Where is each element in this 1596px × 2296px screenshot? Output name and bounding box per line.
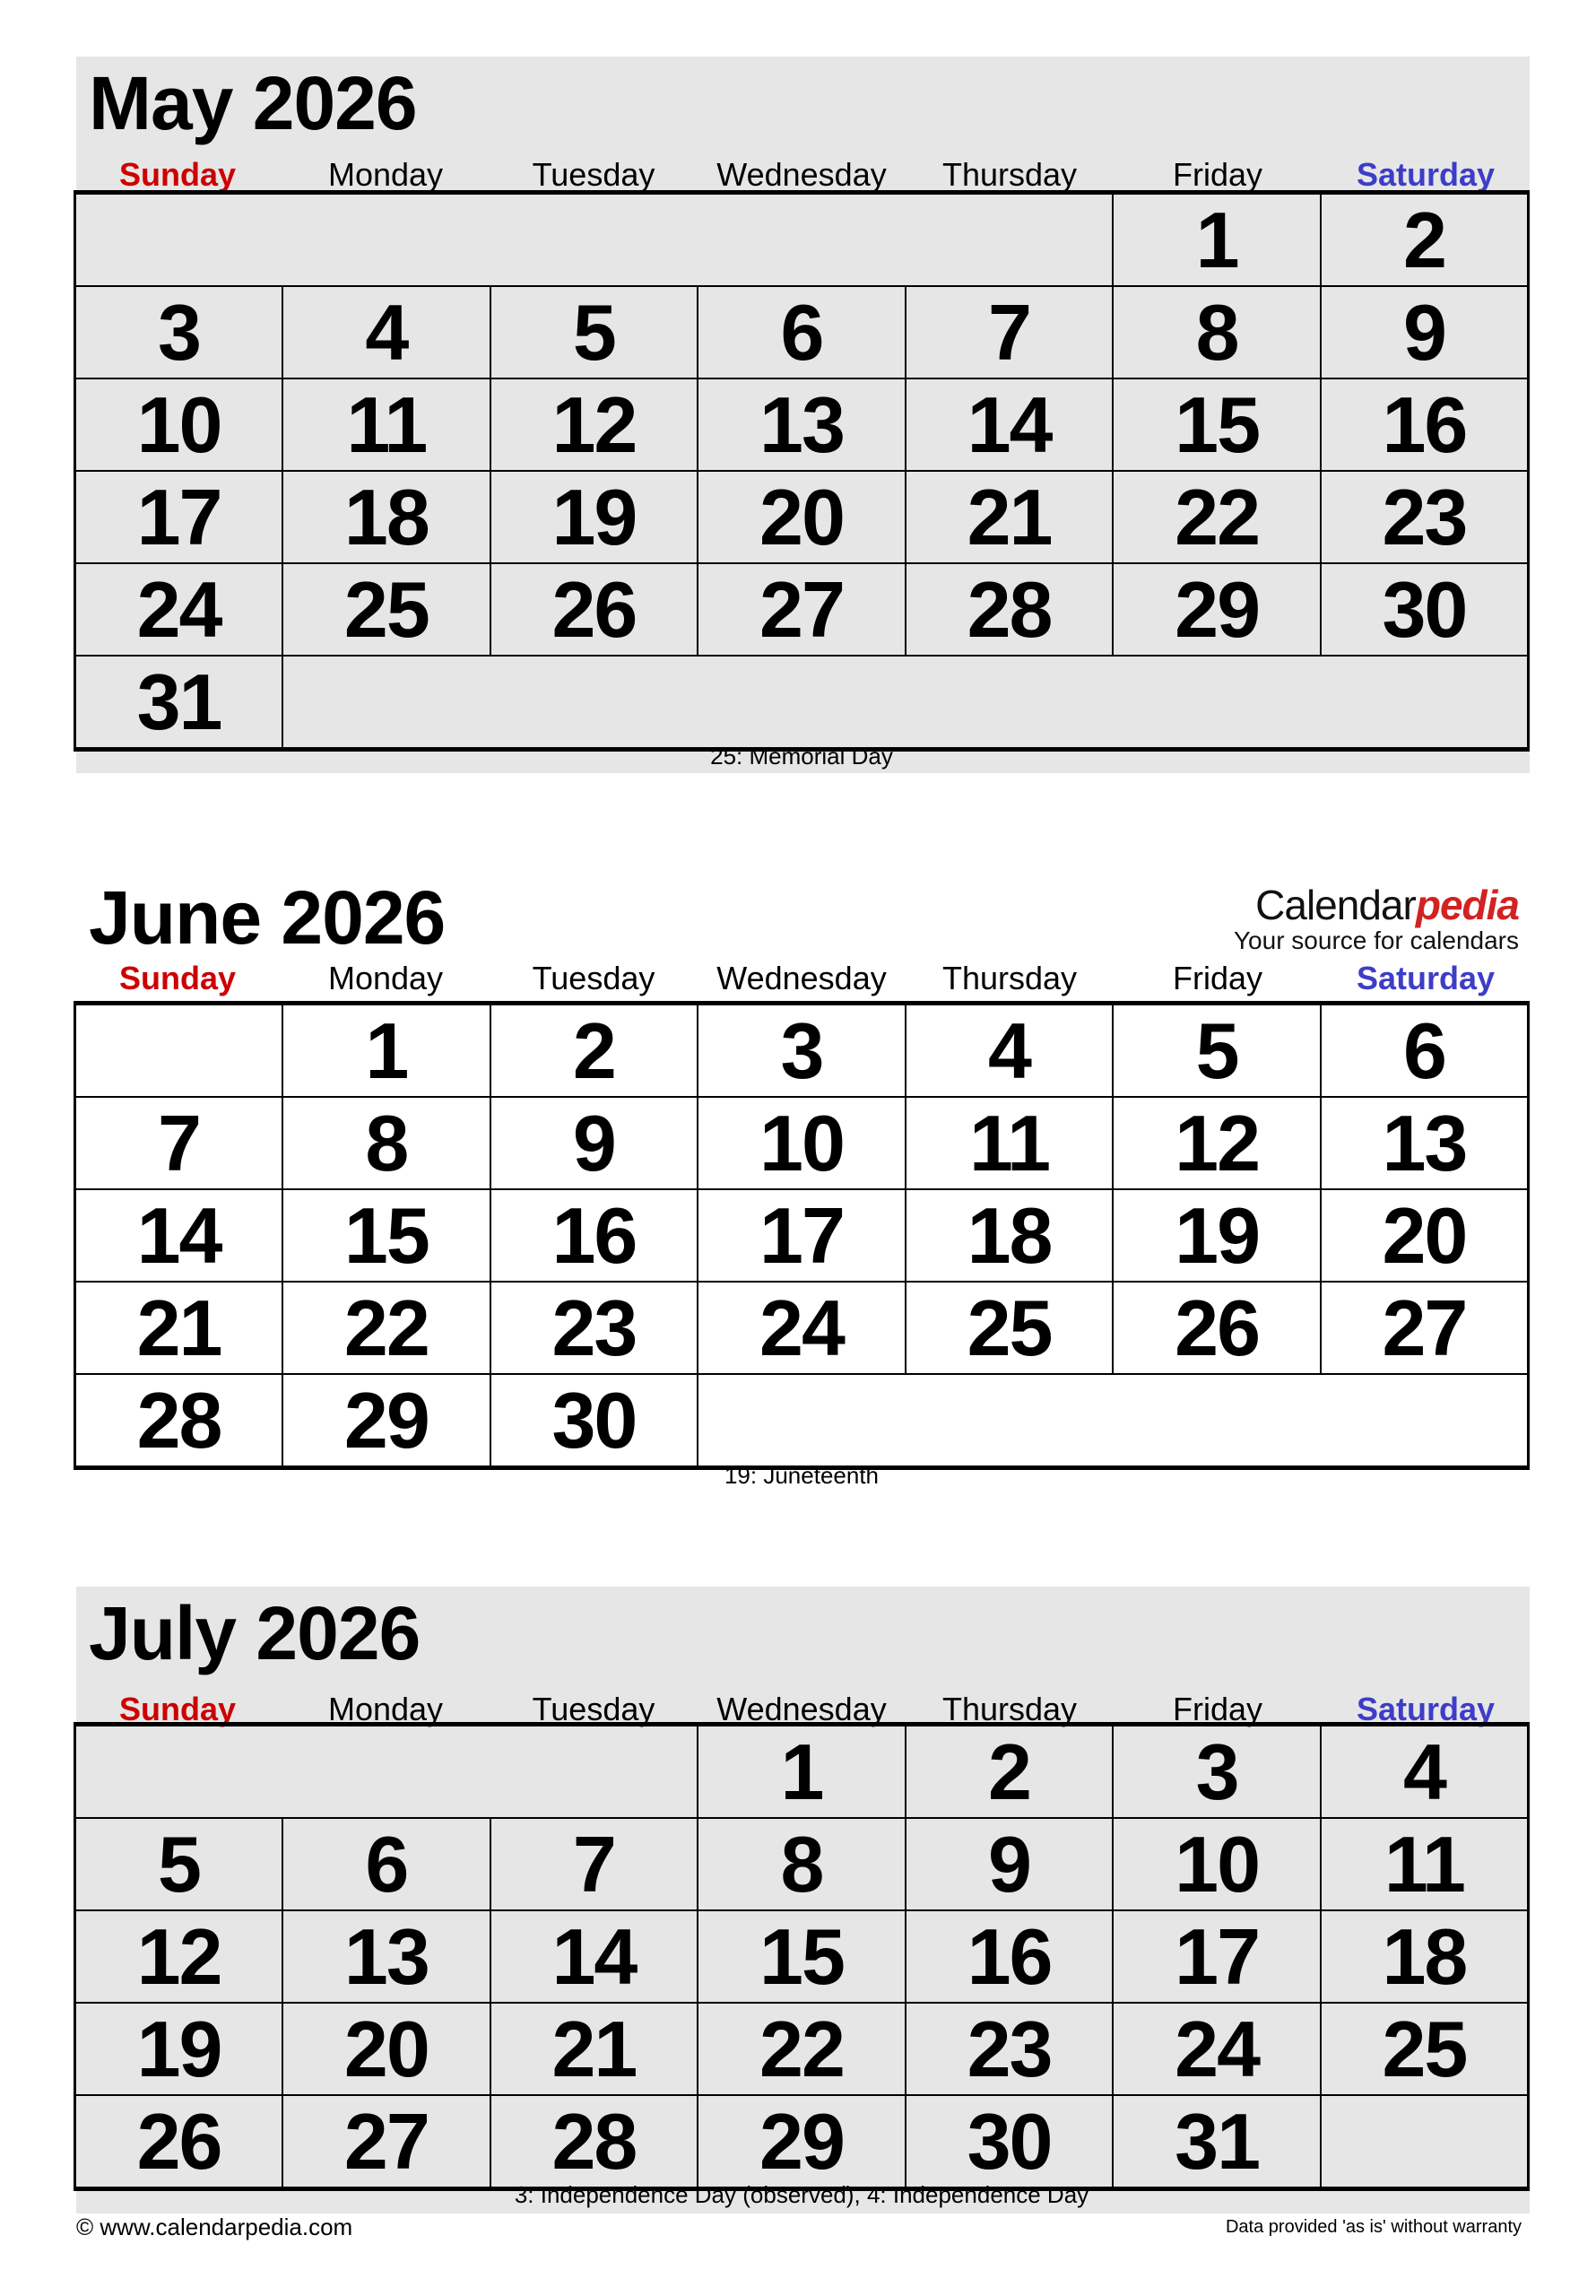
day-cell-1: 1 bbox=[1113, 193, 1321, 287]
day-cell-19: 19 bbox=[75, 2003, 283, 2095]
weekday-header-sunday: Sunday bbox=[118, 1691, 237, 1727]
day-cell-30: 30 bbox=[490, 1374, 698, 1468]
day-cell-24: 24 bbox=[698, 1282, 906, 1374]
week-row bbox=[75, 1004, 1529, 1098]
month-section-june bbox=[76, 874, 1530, 1502]
week-row bbox=[75, 1725, 1529, 1819]
day-cell-15: 15 bbox=[1113, 378, 1321, 471]
day-cell-1: 1 bbox=[282, 1004, 490, 1098]
logo-part-pedia: pedia bbox=[1415, 882, 1519, 928]
week-row bbox=[75, 656, 1529, 750]
day-cell-6: 6 bbox=[1321, 1004, 1529, 1098]
day-cell-18: 18 bbox=[906, 1189, 1114, 1282]
week-row bbox=[75, 1282, 1529, 1374]
day-cell-14: 14 bbox=[490, 1910, 698, 2003]
weekday-header-friday: Friday bbox=[1172, 960, 1263, 996]
weekday-header-tuesday: Tuesday bbox=[532, 1691, 655, 1727]
day-cell-21: 21 bbox=[75, 1282, 283, 1374]
day-cell-2: 2 bbox=[1321, 193, 1529, 287]
day-cell-29: 29 bbox=[698, 2095, 906, 2189]
day-cell-11: 11 bbox=[282, 378, 490, 471]
day-cell-23: 23 bbox=[906, 2003, 1114, 2095]
weekday-header-monday: Monday bbox=[327, 1691, 444, 1727]
empty-cell bbox=[282, 656, 1528, 750]
day-cell-23: 23 bbox=[490, 1282, 698, 1374]
day-cell-24: 24 bbox=[75, 563, 283, 656]
weekday-header-saturday: Saturday bbox=[1356, 960, 1496, 996]
weekday-header-monday: Monday bbox=[327, 960, 444, 996]
day-cell-13: 13 bbox=[1321, 1097, 1529, 1189]
week-row bbox=[75, 471, 1529, 563]
weekday-header-row bbox=[74, 1693, 1530, 1726]
day-cell-6: 6 bbox=[282, 1818, 490, 1910]
day-cell-13: 13 bbox=[698, 378, 906, 471]
month-section-may bbox=[76, 57, 1530, 773]
day-cell-17: 17 bbox=[75, 471, 283, 563]
week-row bbox=[75, 1818, 1529, 1910]
day-cell-9: 9 bbox=[906, 1818, 1114, 1910]
month-section-july bbox=[76, 1587, 1530, 2213]
day-cell-4: 4 bbox=[1321, 1725, 1529, 1819]
calendarpedia-logo[interactable] bbox=[1234, 884, 1519, 953]
day-cell-13: 13 bbox=[282, 1910, 490, 2003]
day-cell-1: 1 bbox=[698, 1725, 906, 1819]
weekday-header-thursday: Thursday bbox=[941, 960, 1078, 996]
week-row bbox=[75, 2095, 1529, 2189]
day-cell-8: 8 bbox=[1113, 286, 1321, 378]
day-cell-8: 8 bbox=[282, 1097, 490, 1189]
day-cell-30: 30 bbox=[1321, 563, 1529, 656]
day-cell-6: 6 bbox=[698, 286, 906, 378]
day-cell-24: 24 bbox=[1113, 2003, 1321, 2095]
holiday-note-july: 3: Independence Day (observed), 4: Independence Day bbox=[514, 2181, 1089, 2208]
weekday-header-friday: Friday bbox=[1172, 156, 1263, 193]
day-cell-16: 16 bbox=[906, 1910, 1114, 2003]
day-cell-4: 4 bbox=[906, 1004, 1114, 1098]
calendar-table-may bbox=[74, 190, 1530, 752]
weekday-header-monday: Monday bbox=[327, 156, 444, 193]
day-cell-21: 21 bbox=[490, 2003, 698, 2095]
weekday-header-saturday: Saturday bbox=[1356, 156, 1496, 193]
month-title-may: May 2026 bbox=[89, 61, 417, 145]
weekday-header-thursday: Thursday bbox=[941, 1691, 1078, 1727]
weekday-header-sunday: Sunday bbox=[118, 156, 237, 193]
day-cell-17: 17 bbox=[698, 1189, 906, 1282]
day-cell-23: 23 bbox=[1321, 471, 1529, 563]
day-cell-8: 8 bbox=[698, 1818, 906, 1910]
day-cell-18: 18 bbox=[282, 471, 490, 563]
holiday-note-may: 25: Memorial Day bbox=[710, 743, 893, 770]
week-row bbox=[75, 378, 1529, 471]
day-cell-2: 2 bbox=[906, 1725, 1114, 1819]
week-row bbox=[75, 1910, 1529, 2003]
day-cell-28: 28 bbox=[75, 1374, 283, 1468]
day-cell-28: 28 bbox=[490, 2095, 698, 2189]
day-cell-25: 25 bbox=[1321, 2003, 1529, 2095]
weekday-header-friday: Friday bbox=[1172, 1691, 1263, 1727]
day-cell-29: 29 bbox=[282, 1374, 490, 1468]
day-cell-17: 17 bbox=[1113, 1910, 1321, 2003]
day-cell-16: 16 bbox=[1321, 378, 1529, 471]
day-cell-10: 10 bbox=[75, 378, 283, 471]
day-cell-16: 16 bbox=[490, 1189, 698, 1282]
day-cell-14: 14 bbox=[906, 378, 1114, 471]
day-cell-12: 12 bbox=[75, 1910, 283, 2003]
day-cell-19: 19 bbox=[490, 471, 698, 563]
weekday-header-row bbox=[74, 962, 1530, 995]
day-cell-22: 22 bbox=[282, 1282, 490, 1374]
day-cell-26: 26 bbox=[75, 2095, 283, 2189]
day-cell-19: 19 bbox=[1113, 1189, 1321, 1282]
day-cell-22: 22 bbox=[698, 2003, 906, 2095]
day-cell-11: 11 bbox=[1321, 1818, 1529, 1910]
day-cell-3: 3 bbox=[75, 286, 283, 378]
month-title-june: June 2026 bbox=[89, 875, 446, 960]
weekday-header-thursday: Thursday bbox=[941, 156, 1078, 193]
day-cell-21: 21 bbox=[906, 471, 1114, 563]
day-cell-28: 28 bbox=[906, 563, 1114, 656]
empty-cell bbox=[698, 1374, 1528, 1468]
day-cell-11: 11 bbox=[906, 1097, 1114, 1189]
day-cell-3: 3 bbox=[1113, 1725, 1321, 1819]
day-cell-30: 30 bbox=[906, 2095, 1114, 2189]
week-row bbox=[75, 2003, 1529, 2095]
empty-cell bbox=[75, 193, 1114, 287]
week-row bbox=[75, 1189, 1529, 1282]
weekday-header-sunday: Sunday bbox=[118, 960, 237, 996]
day-cell-26: 26 bbox=[490, 563, 698, 656]
day-cell-5: 5 bbox=[490, 286, 698, 378]
day-cell-7: 7 bbox=[75, 1097, 283, 1189]
day-cell-3: 3 bbox=[698, 1004, 906, 1098]
weekday-header-tuesday: Tuesday bbox=[532, 156, 655, 193]
day-cell-15: 15 bbox=[698, 1910, 906, 2003]
day-cell-31: 31 bbox=[1113, 2095, 1321, 2189]
calendar-table-july bbox=[74, 1722, 1530, 2191]
day-cell-5: 5 bbox=[75, 1818, 283, 1910]
day-cell-12: 12 bbox=[1113, 1097, 1321, 1189]
day-cell-27: 27 bbox=[282, 2095, 490, 2189]
day-cell-7: 7 bbox=[490, 1818, 698, 1910]
day-cell-25: 25 bbox=[282, 563, 490, 656]
day-cell-26: 26 bbox=[1113, 1282, 1321, 1374]
holiday-note-june: 19: Juneteenth bbox=[724, 1462, 880, 1489]
week-row bbox=[75, 286, 1529, 378]
footer-copyright-link[interactable]: © www.calendarpedia.com bbox=[76, 2213, 353, 2240]
day-cell-15: 15 bbox=[282, 1189, 490, 1282]
weekday-header-tuesday: Tuesday bbox=[532, 960, 655, 996]
weekday-header-wednesday: Wednesday bbox=[716, 1691, 887, 1727]
weekday-header-wednesday: Wednesday bbox=[716, 960, 887, 996]
day-cell-20: 20 bbox=[282, 2003, 490, 2095]
day-cell-12: 12 bbox=[490, 378, 698, 471]
day-cell-10: 10 bbox=[698, 1097, 906, 1189]
day-cell-29: 29 bbox=[1113, 563, 1321, 656]
day-cell-18: 18 bbox=[1321, 1910, 1529, 2003]
empty-cell bbox=[75, 1004, 283, 1098]
day-cell-2: 2 bbox=[490, 1004, 698, 1098]
empty-cell bbox=[75, 1725, 698, 1819]
calendarpedia-logo-wordmark bbox=[1234, 884, 1519, 926]
day-cell-27: 27 bbox=[1321, 1282, 1529, 1374]
day-cell-10: 10 bbox=[1113, 1818, 1321, 1910]
empty-cell bbox=[1321, 2095, 1529, 2189]
logo-part-calendar: Calendar bbox=[1255, 882, 1416, 928]
logo-tagline: Your source for calendars bbox=[1233, 926, 1519, 954]
day-cell-20: 20 bbox=[698, 471, 906, 563]
day-cell-22: 22 bbox=[1113, 471, 1321, 563]
day-cell-27: 27 bbox=[698, 563, 906, 656]
day-cell-9: 9 bbox=[490, 1097, 698, 1189]
week-row bbox=[75, 1097, 1529, 1189]
day-cell-4: 4 bbox=[282, 286, 490, 378]
day-cell-25: 25 bbox=[906, 1282, 1114, 1374]
week-row bbox=[75, 563, 1529, 656]
week-row bbox=[75, 1374, 1529, 1468]
weekday-header-row bbox=[74, 156, 1530, 193]
weekday-header-saturday: Saturday bbox=[1356, 1691, 1496, 1727]
month-title-july: July 2026 bbox=[89, 1591, 421, 1675]
day-cell-20: 20 bbox=[1321, 1189, 1529, 1282]
day-cell-9: 9 bbox=[1321, 286, 1529, 378]
day-cell-14: 14 bbox=[75, 1189, 283, 1282]
week-row bbox=[75, 193, 1529, 287]
day-cell-7: 7 bbox=[906, 286, 1114, 378]
weekday-header-wednesday: Wednesday bbox=[716, 156, 887, 193]
calendar-table-june bbox=[74, 1001, 1530, 1470]
day-cell-5: 5 bbox=[1113, 1004, 1321, 1098]
day-cell-31: 31 bbox=[75, 656, 283, 750]
footer-disclaimer: Data provided 'as is' without warranty bbox=[1225, 2217, 1522, 2237]
